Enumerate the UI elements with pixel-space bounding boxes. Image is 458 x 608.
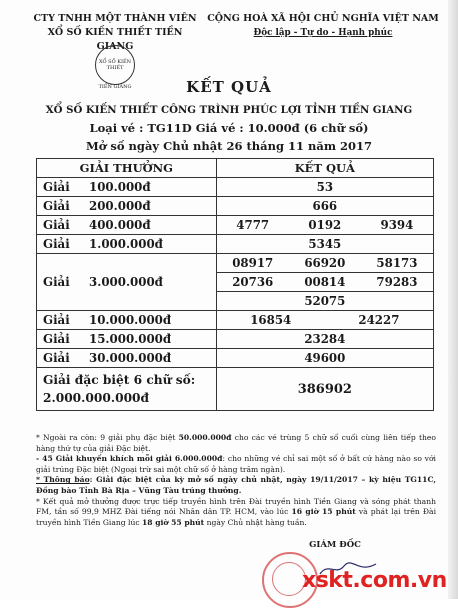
prize-label: Giải bbox=[43, 180, 70, 194]
national-motto: Độc lập - Tự do - Hạnh phúc bbox=[253, 28, 393, 38]
special-winning-number: 386902 bbox=[216, 368, 433, 411]
table-row bbox=[37, 311, 434, 330]
note-text: * Kết quả mở thưởng được trực tiếp truyền hình trên Đài truyền hình Tiền Giang và sóng phát thanh FM, tần số 99,9 MHZ Đài tiếng nói Nhân dân TP. HCM, vào lúc bbox=[36, 496, 436, 517]
special-prize-cell bbox=[37, 368, 217, 411]
prize-amount: 30.000.000đ bbox=[89, 351, 172, 365]
signer-title: GIÁM ĐỐC bbox=[309, 540, 361, 550]
winning-number: 52075 bbox=[216, 292, 433, 311]
prize-label: Giải bbox=[43, 313, 70, 327]
prize-amount: 400.000đ bbox=[89, 218, 151, 232]
prize-amount: 15.000.000đ bbox=[89, 332, 172, 346]
result-cell bbox=[216, 273, 433, 292]
prize-label: Giải bbox=[43, 351, 70, 365]
result-cell bbox=[216, 311, 433, 330]
company-line-1: CTY TNHH MỘT THÀNH VIÊN bbox=[33, 13, 197, 24]
note-consolation bbox=[36, 433, 436, 454]
note-text: ngày Chủ nhật hàng tuần. bbox=[204, 517, 307, 527]
result-column-header: KẾT QUẢ bbox=[216, 159, 433, 178]
prize-amount: 3.000.000đ bbox=[89, 275, 163, 289]
table-row bbox=[37, 254, 434, 273]
special-prize-amount: 2.000.000.000đ bbox=[43, 391, 150, 405]
table-row bbox=[37, 197, 434, 216]
table-row bbox=[37, 235, 434, 254]
prize-column-header: GIẢI THƯỞNG bbox=[37, 159, 217, 178]
winning-number: 23284 bbox=[216, 330, 433, 349]
prize-cell bbox=[37, 254, 217, 311]
notes-section bbox=[36, 433, 436, 528]
prize-label: Giải bbox=[43, 218, 70, 232]
winning-number: 49600 bbox=[216, 349, 433, 368]
prize-cell bbox=[37, 235, 217, 254]
prize-cell bbox=[37, 178, 217, 197]
prize-amount: 10.000.000đ bbox=[89, 313, 172, 327]
winning-number: 0192 bbox=[308, 218, 342, 232]
table-row bbox=[37, 330, 434, 349]
winning-number: 9394 bbox=[380, 218, 414, 232]
prize-label: Giải bbox=[43, 199, 70, 213]
table-row bbox=[37, 178, 434, 197]
winning-number: 5345 bbox=[216, 235, 433, 254]
winning-number: 00814 bbox=[304, 275, 346, 289]
prize-label: Giải bbox=[43, 237, 70, 251]
note-amount: 50.000.000đ bbox=[178, 433, 232, 442]
note-text: và phát lại trên Đài truyền hình Tiền Giang lúc bbox=[36, 507, 437, 527]
prize-amount: 200.000đ bbox=[89, 199, 151, 213]
note-text: : Giải đặc biệt của kỳ mở số ngày chủ nhật, ngày 19/11/2017 – kỳ hiệu TG11C, Đồng bào Tỉnh Bà Rịa – Vũng Tàu trúng thưởng. bbox=[36, 475, 436, 495]
note-highlight: * Thông báo bbox=[36, 475, 90, 485]
winning-number: 53 bbox=[216, 178, 433, 197]
note-broadcast bbox=[36, 497, 436, 529]
winning-number: 20736 bbox=[232, 275, 274, 289]
country-name: CỘNG HOÀ XÃ HỘI CHỦ NGHĨA VIỆT NAM bbox=[207, 13, 439, 24]
table-header-row bbox=[37, 159, 434, 178]
document-title: KẾT QUẢ bbox=[186, 78, 272, 96]
winning-number: 666 bbox=[216, 197, 433, 216]
winning-number: 66920 bbox=[304, 256, 346, 270]
prize-cell bbox=[37, 216, 217, 235]
winning-number: 79283 bbox=[376, 275, 418, 289]
prize-cell bbox=[37, 349, 217, 368]
logo-text: XỔ SỐ KIẾN THIẾT bbox=[98, 59, 132, 71]
note-time: 16 giờ 15 phút bbox=[291, 507, 356, 517]
prize-cell bbox=[37, 311, 217, 330]
special-prize-label: Giải đặc biệt 6 chữ số: bbox=[43, 373, 196, 387]
note-encouragement bbox=[36, 454, 436, 475]
note-text: cho các vé trùng 5 chữ số cuối cùng liên tiếp theo hàng thứ tự của giải Đặc biệt. bbox=[36, 433, 436, 453]
result-cell bbox=[216, 254, 433, 273]
note-announcement bbox=[36, 475, 436, 496]
table-row bbox=[37, 216, 434, 235]
winning-number: 4777 bbox=[236, 218, 270, 232]
national-header bbox=[198, 12, 448, 40]
table-row bbox=[37, 349, 434, 368]
ticket-info: Loại vé : TG11D Giá vé : 10.000đ (6 chữ số) bbox=[89, 121, 369, 135]
note-highlight: - 45 Giải khuyến khích mỗi giải 6.000.000đ bbox=[36, 454, 223, 464]
special-prize-row bbox=[37, 368, 434, 411]
prize-cell bbox=[37, 330, 217, 349]
logo-label: TIỀN GIANG bbox=[98, 84, 132, 90]
company-line-2: XỔ SỐ KIẾN THIẾT TIỀN GIANG bbox=[47, 27, 183, 52]
watermark: xskt.com.vn bbox=[302, 568, 447, 593]
winning-number: 24227 bbox=[358, 313, 400, 327]
draw-date: Mở số ngày Chủ nhật 26 tháng 11 năm 2017 bbox=[86, 139, 372, 153]
prize-amount: 1.000.000đ bbox=[89, 237, 163, 251]
prize-label: Giải bbox=[43, 332, 70, 346]
note-time: 18 giờ 55 phút bbox=[142, 517, 205, 527]
results-table bbox=[36, 158, 434, 411]
note-text: : cho những vé chỉ sai một số ở bất cứ hàng nào so với giải trúng Đặc biệt (Ngoại trừ sai một chữ số ở hàng trăm ngàn). bbox=[36, 454, 436, 474]
organization-name: XỔ SỐ KIẾN THIẾT CÔNG TRÌNH PHÚC LỢI TỈNH TIỀN GIANG bbox=[45, 104, 413, 116]
winning-number: 58173 bbox=[376, 256, 418, 270]
prize-cell bbox=[37, 197, 217, 216]
result-cell bbox=[216, 216, 433, 235]
winning-number: 08917 bbox=[232, 256, 274, 270]
note-text: * Ngoài ra còn: 9 giải phụ đặc biệt bbox=[36, 433, 179, 442]
prize-amount: 100.000đ bbox=[89, 180, 151, 194]
prize-label: Giải bbox=[43, 275, 70, 289]
winning-number: 16854 bbox=[250, 313, 292, 327]
